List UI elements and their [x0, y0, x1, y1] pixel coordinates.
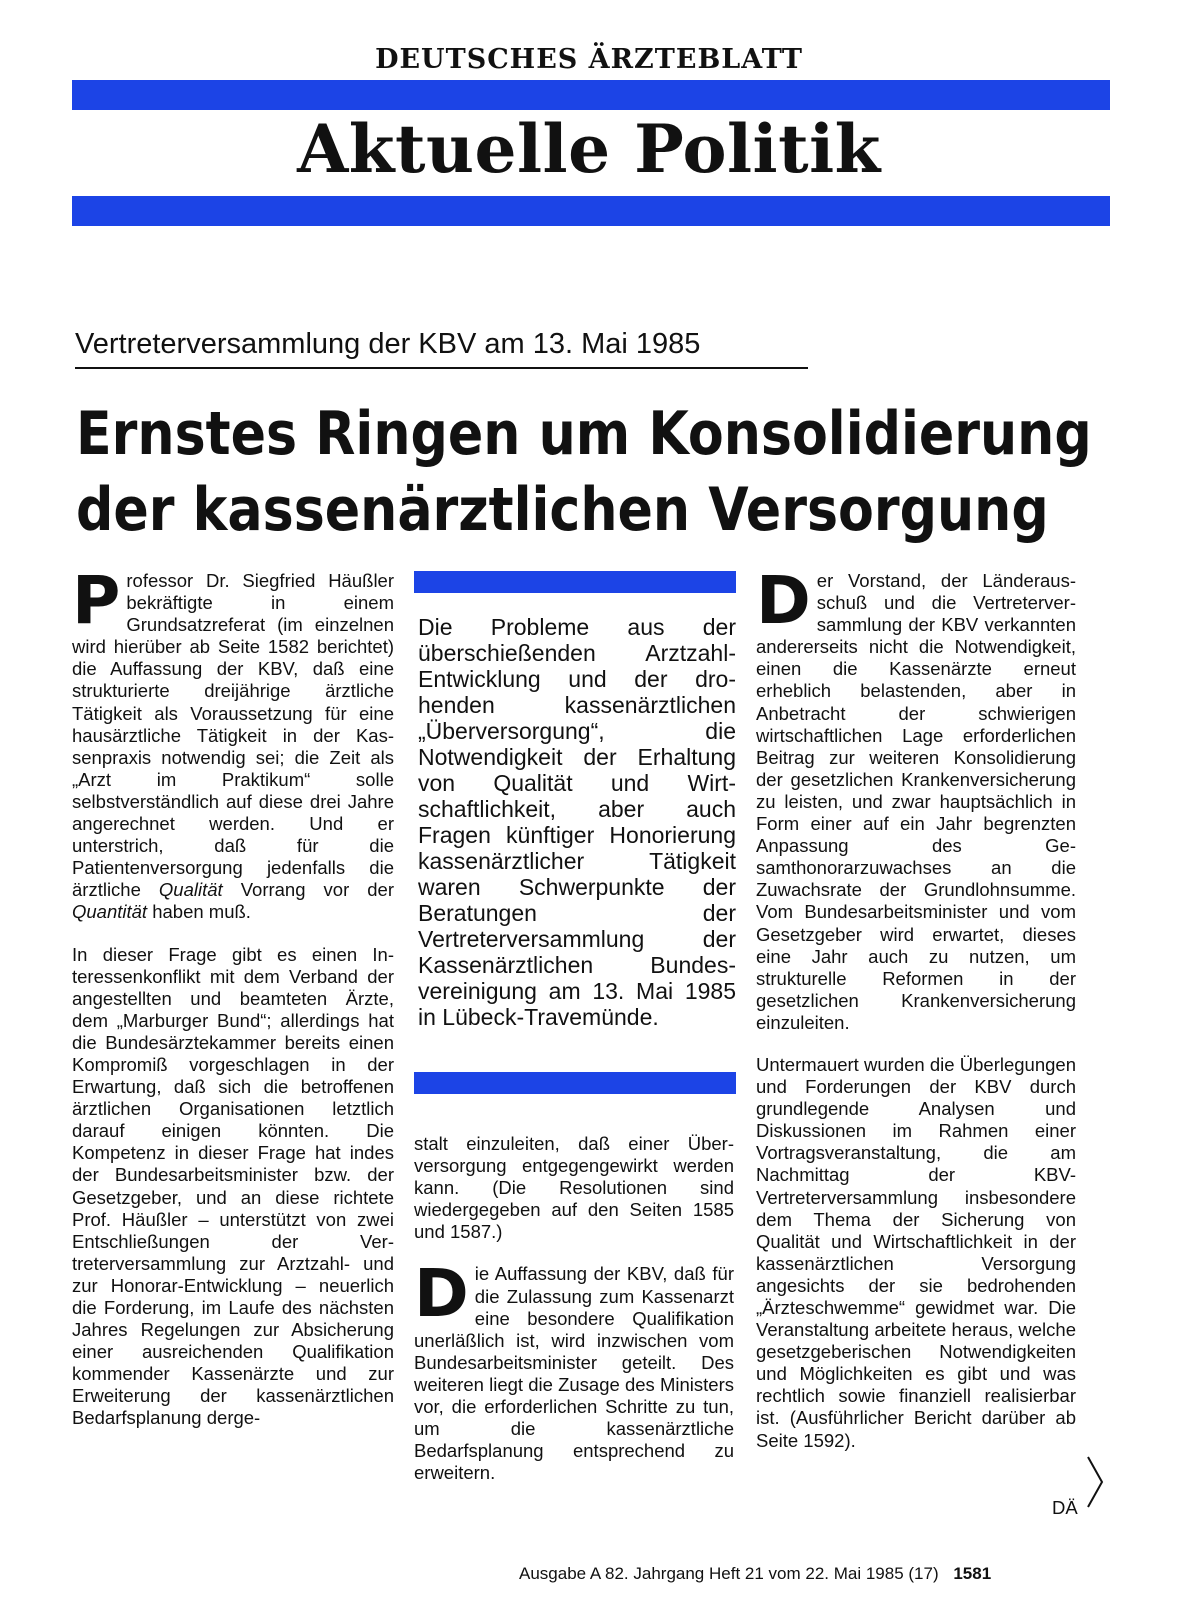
drop-cap: P [72, 562, 121, 639]
paragraph [414, 1255, 734, 1484]
paragraph: In dieser Frage gibt es einen Interessenkonflikt mit dem Verband der angestellten und beamteten Ärzte, dem „Marburger Bund“; allerdings hat die Bundesärztekammer bereits einen Kompromiß vorgeschlagen in der Erwartung, daß sich die betroffenen ärztlichen Organisationen letztlich darauf einigen könnten. Die Kompetenz in dieser Frage hat indes der Bundesarbeitsminister bzw. der Gesetzgeber, und an diese richtete Prof. Häußler – unterstützt von zwei Entschließungen der Vertreterversammlung zur Arztzahl- und zur Honorar-Entwicklung – neuerlich die Forderung, im Laufe des nächsten Jahres Regelungen zur Absicherung einer ausreichenden Qualifikation kommender Kassenärzte und zur Erweiterung der kassenärztlichen Bedarfsplanung derge- [72, 943, 394, 1429]
paragraph [72, 562, 395, 924]
paragraph-text: rofessor Dr. Siegfried Häußler bekräftigte in einem Grundsatzreferat (im einzelnen wird hierüber ab Seite 1582 berichtet) die Auffassung der KBV, daß eine strukturierte dreijährige ärztliche Tätigkeit als Voraussetzung für eine hausärztliche Tätigkeit in der Kassenpraxis notwendig sei; die Zeit als „Arzt im Praktikum“ solle selbstverständlich auf diese drei Jahre angerechnet werden. Und er unterstrich, daß für die Patientenversorgung jedenfalls die ärztliche [72, 570, 394, 901]
article-headline [76, 396, 1092, 548]
paragraph: Untermauert wurden die Überlegungen und Forderungen der KBV durch grundlegende Analysen und Diskussionen im Rahmen einer Vortragsveranstaltung, die am Nachmittag der KBV-Vertreterversammlung insbesondere dem Thema der Sicherung von Qualität und Wirtschaftlichkeit in der kassenärztlichen Versorgung angesichts der sie bedrohenden „Ärzteschwemme“ gewidmet war. Die Veranstaltung arbeitete heraus, welche gesetzgeberischen Notwendigkeiten und Möglichkeiten es gibt und was rechtlich sowie finanziell realisierbar ist. (Ausführlicher Bericht darüber ab Seite 1592). [756, 1053, 1076, 1451]
paragraph-text: ie Auffassung der KBV, daß für die Zulassung zum Kassenarzt eine besondere Qualifikation unerläßlich ist, wird inzwischen vom Bundesarbeitsminister geteilt. Des weiteren liegt die Zusage des Ministers vor, die erforderlichen Schritte zu tun, um die kassenärztliche Bedarfsplanung entsprechend zu erweitern. [414, 1263, 734, 1484]
paragraph-text: haben muß. [147, 901, 251, 923]
continue-arrow-icon [1086, 1455, 1104, 1509]
headline-line-1: Ernstes Ringen um Konsolidierung [76, 399, 1092, 469]
pullout-summary: Die Probleme aus der überschießenden Arztzahl-Entwicklung und der drohenden kassenärztlichen „Überversorgung“, die Notwendigkeit der Erhaltung von Qualität und Wirtschaftlichkeit, aber auch Fragen künftiger Honorierung kassenärztlicher Tätigkeit waren Schwerpunkte der Beratungen der Vertreterversammlung der Kassenärztlichen Bundesvereinigung am 13. Mai 1985 in Lübeck-Travemünde. [418, 614, 736, 1030]
pullout-rule-bottom [414, 1072, 736, 1094]
drop-cap: D [756, 562, 811, 639]
author-signature: DÄ [1052, 1497, 1078, 1518]
paragraph: stalt einzuleiten, daß einer Überversorgung entgegengewirkt werden kann. (Die Resolutionen sind wiedergegeben auf den Seiten 1585 und 1587.) [414, 1133, 734, 1243]
blue-rule-top [72, 80, 1110, 110]
column-2 [414, 1133, 734, 1504]
masthead: DEUTSCHES ÄRZTEBLATT [375, 44, 803, 75]
page-number: 1581 [953, 1564, 992, 1583]
paragraph-text: Vorrang vor der [222, 879, 395, 901]
pullout-rule-top [414, 571, 736, 593]
emphasis: Qualität [158, 879, 223, 901]
emphasis: Quantität [72, 901, 148, 923]
paragraph [756, 562, 1076, 1034]
column-1 [72, 562, 395, 1450]
issue-info: Ausgabe A 82. Jahrgang Heft 21 vom 22. Mai 1985 (17) [519, 1564, 939, 1583]
article-kicker: Vertreterversammlung der KBV am 13. Mai 1985 [75, 328, 808, 369]
column-3 [756, 562, 1076, 1472]
paragraph-text: er Vorstand, der Länderausschuß und die Vertreterversammlung der KBV verkannten andererseits nicht die Notwendigkeit, einen die Kassenärzte erneut erheblich belastenden, aber in Anbetracht der schwierigen wirtschaftlichen Lage erforderlichen Beitrag zur weiteren Konsolidierung der gesetzlichen Krankenversicherung zu leisten, und zwar hauptsächlich in Form einer auf ein Jahr begrenzten Anpassung des Gesamthonorarzuwachses an die Zuwachsrate der Grundlohnsumme. Vom Bundesarbeitsminister und vom Gesetzgeber wird erwartet, dieses eine Jahr auch zu nutzen, um strukturelle Reformen in der gesetzlichen Krankenversicherung einzuleiten. [756, 570, 1076, 1033]
headline-line-2: der kassenärztlichen Versorgung [76, 475, 1049, 545]
page-footer [519, 1564, 991, 1584]
section-title: Aktuelle Politik [297, 110, 881, 188]
drop-cap: D [414, 1255, 469, 1333]
blue-rule-bottom [72, 196, 1110, 226]
